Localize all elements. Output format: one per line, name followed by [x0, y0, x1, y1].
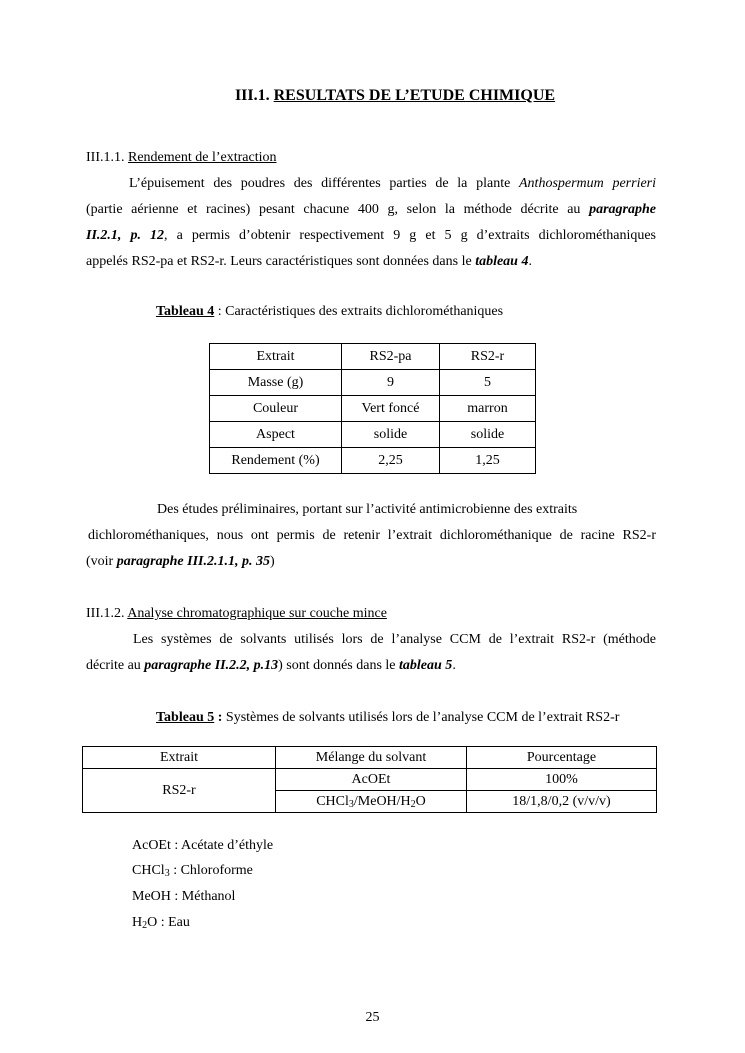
section-number: III.1. — [234, 87, 270, 104]
paragraph-1-line-4: appelés RS2-pa et RS2-r. Leurs caractéristiques sont données dans le tableau 4. — [86, 254, 532, 269]
table-cell: $CHCl_3/MeOH/H_2O$ — [276, 791, 467, 813]
table-cell: 18/1,8/0,2 (v/v/v) — [467, 791, 657, 813]
table-cell: Aspect — [210, 422, 342, 448]
table-cell: solide — [342, 422, 440, 448]
table-header-row — [83, 747, 657, 769]
table5-label: Tableau 5 — [156, 710, 215, 725]
paragraph-2-line-3: (voir paragraphe III.2.1.1, p. 35) — [86, 554, 275, 569]
table-cell: Rendement (%) — [210, 448, 342, 474]
table-cell: Masse (g) — [210, 370, 342, 396]
table4-caption: Tableau 4 : Caractéristiques des extraits dichlorométhaniques — [156, 304, 504, 319]
abbreviation-item: $H_2O$ : Eau — [132, 915, 190, 931]
paragraph-1-line-1: L’épuisement des poudres des différentes parties de la plante Anthospermum perrieri — [129, 176, 657, 191]
table-cell: 2,25 — [342, 448, 440, 474]
table-cell: 1,25 — [440, 448, 536, 474]
table4 — [209, 343, 536, 474]
table-cell: 9 — [342, 370, 440, 396]
table-header-cell: Extrait — [210, 344, 342, 370]
table-cell: Vert foncé — [342, 396, 440, 422]
table-header-cell: Extrait — [83, 747, 276, 769]
table4-label: Tableau 4 — [156, 304, 215, 319]
abbreviation-item: CHCl$_3$ : Chloroforme — [132, 863, 253, 879]
table5-caption: Tableau 5 : Systèmes de solvants utilisés lors de l’analyse CCM de l’extrait RS2-r — [156, 710, 620, 725]
section-title — [0, 87, 745, 105]
paragraph-2-line-2: dichlorométhaniques, nous ont permis de retenir l’extrait dichlorométhanique de racine RS2-r — [88, 528, 656, 543]
table-row — [83, 769, 657, 791]
paragraph-3-line-1: Les systèmes de solvants utilisés lors de l’analyse CCM de l’extrait RS2-r (méthode — [133, 632, 656, 647]
table-cell: 5 — [440, 370, 536, 396]
table-header-cell: RS2-r — [440, 344, 536, 370]
table-header-cell: RS2-pa — [342, 344, 440, 370]
table-header-row — [210, 344, 536, 370]
table-cell: RS2-r — [83, 769, 276, 813]
paragraph-2-line-1: Des études préliminaires, portant sur l’activité antimicrobienne des extraits — [157, 502, 578, 517]
abbreviation-item: MeOH : Méthanol — [132, 889, 236, 904]
table-row — [210, 370, 536, 396]
table-row — [210, 396, 536, 422]
table5 — [82, 746, 657, 813]
paragraph-1-line-3: II.2.1, p. 12, a permis d’obtenir respectivement 9 g et 5 g d’extraits dichlorométhaniques — [86, 228, 656, 243]
subsection-heading-1: III.1.1. Rendement de l’extraction — [86, 150, 277, 165]
table-header-cell: Mélange du solvant — [276, 747, 467, 769]
table-row — [210, 448, 536, 474]
subsection-heading-2: III.1.2. Analyse chromatographique sur couche mince — [86, 606, 387, 621]
table-header-cell: Pourcentage — [467, 747, 657, 769]
table-cell: solide — [440, 422, 536, 448]
page-number: 25 — [365, 1010, 380, 1025]
paragraph-3-line-2: décrite au paragraphe II.2.2, p.13) sont donnés dans le tableau 5. — [86, 658, 456, 673]
paragraph-1-line-2: (partie aérienne et racines) pesant chacune 400 g, selon la méthode décrite au paragraphe — [86, 202, 656, 217]
table-cell: Couleur — [210, 396, 342, 422]
table-cell: AcOEt — [276, 769, 467, 791]
abbreviation-item: AcOEt : Acétate d’éthyle — [132, 838, 274, 853]
table-row — [210, 422, 536, 448]
table-cell: marron — [440, 396, 536, 422]
section-heading: RESULTATS DE L’ETUDE CHIMIQUE — [273, 87, 556, 104]
table-cell: 100% — [467, 769, 657, 791]
